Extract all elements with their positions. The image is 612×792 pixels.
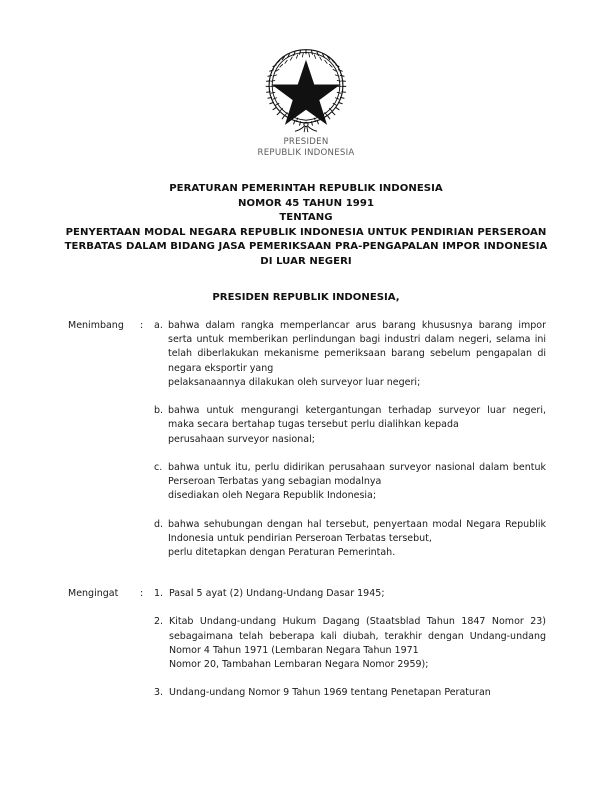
paragraph-last-line: disediakan oleh Negara Republik Indonesia; <box>168 490 377 502</box>
paragraph-body: bahwa dalam rangka memperlancar arus barang khususnya barang impor serta untuk memberikan perlindungan bagi industri dalam negeri, selama ini telah diberlakukan mekanisme pemeriksaan barang sebelum pengapalan di negara eksportir yang <box>168 320 546 374</box>
emblem-caption-line-2: REPUBLIK INDONESIA <box>257 148 355 159</box>
list-marker: b. <box>154 405 164 417</box>
paragraph-last-line: Nomor 20, Tambahan Lembaran Negara Nomor 2959); <box>169 659 429 670</box>
paragraph-last-line: perlu ditetapkan dengan Peraturan Pemerintah. <box>168 547 396 559</box>
paragraph-last-line: Pasal 5 ayat (2) Undang-Undang Dasar 1945; <box>169 588 385 599</box>
mengingat-label: Mengingat <box>68 588 119 599</box>
title-line-2: NOMOR 45 TAHUN 1991 <box>237 197 375 209</box>
mengingat-items <box>154 587 546 701</box>
list-item <box>154 518 546 561</box>
list-item-text <box>168 518 546 561</box>
title-line-3: TENTANG <box>279 212 333 224</box>
list-item-text <box>168 319 546 390</box>
paragraph-body: bahwa sehubungan dengan hal tersebut, penyertaan modal Negara Republik Indonesia untuk pendirian Perseroan Terbatas tersebut, <box>168 518 546 544</box>
list-marker: a. <box>154 320 163 331</box>
title-line-4: PENYERTAAN MODAL NEGARA REPUBLIK INDONESIA UNTUK PENDIRIAN PERSEROAN <box>65 226 547 238</box>
title-line-6: DI LUAR NEGERI <box>260 255 352 267</box>
list-item <box>154 404 546 447</box>
mengingat-colon: : <box>140 588 144 599</box>
list-item-text <box>168 404 546 447</box>
paragraph-body: bahwa untuk itu, perlu didirikan perusahaan surveyor nasional dalam bentuk Perseroan Terbatas yang sebagian modalnya <box>168 462 546 488</box>
paragraph-last-line: pelaksanaannya dilakukan oleh surveyor luar negeri; <box>168 376 421 388</box>
list-item <box>154 461 546 504</box>
title-line-1: PERATURAN PEMERINTAH REPUBLIK INDONESIA <box>169 183 443 194</box>
list-item <box>154 587 546 601</box>
paragraph-last-line: perusahaan surveyor nasional; <box>168 433 315 445</box>
paragraph-last-line: Undang-undang Nomor 9 Tahun 1969 tentang Penetapan Peraturan <box>169 687 491 699</box>
list-item <box>154 615 546 672</box>
presidential-seal-icon <box>0 46 612 134</box>
page-subtitle: PRESIDEN REPUBLIK INDONESIA, <box>212 292 400 303</box>
document-header-emblem <box>0 46 612 159</box>
list-item <box>154 686 546 700</box>
list-marker: d. <box>154 518 164 530</box>
list-marker: 3. <box>154 687 164 699</box>
list-marker: 1. <box>154 588 164 599</box>
list-marker: 2. <box>154 616 164 628</box>
list-item-text <box>169 587 546 601</box>
list-marker: c. <box>154 462 163 473</box>
menimbang-items <box>154 319 546 560</box>
section-menimbang <box>68 319 546 560</box>
document-title <box>50 182 562 270</box>
list-item-text <box>169 686 546 700</box>
list-item-text <box>168 461 546 504</box>
list-item-text <box>169 615 546 672</box>
title-line-5: TERBATAS DALAM BIDANG JASA PEMERIKSAAN PRA-PENGAPALAN IMPOR INDONESIA <box>64 241 548 253</box>
menimbang-colon: : <box>140 320 144 331</box>
emblem-caption-line-1: PRESIDEN <box>283 137 329 147</box>
section-mengingat <box>68 587 546 701</box>
paragraph-body: Kitab Undang-undang Hukum Dagang (Staatsblad Tahun 1847 Nomor 23) sebagaimana telah beberapa kali diubah, terakhir dengan Undang-undang Nomor 4 Tahun 1971 (Lembaran Negara Tahun 1971 <box>169 616 546 656</box>
paragraph-body: bahwa untuk mengurangi ketergantungan terhadap surveyor luar negeri, maka secara bertahap tugas tersebut perlu dialihkan kepada <box>168 405 546 431</box>
list-item <box>154 319 546 390</box>
menimbang-label: Menimbang <box>68 320 124 331</box>
